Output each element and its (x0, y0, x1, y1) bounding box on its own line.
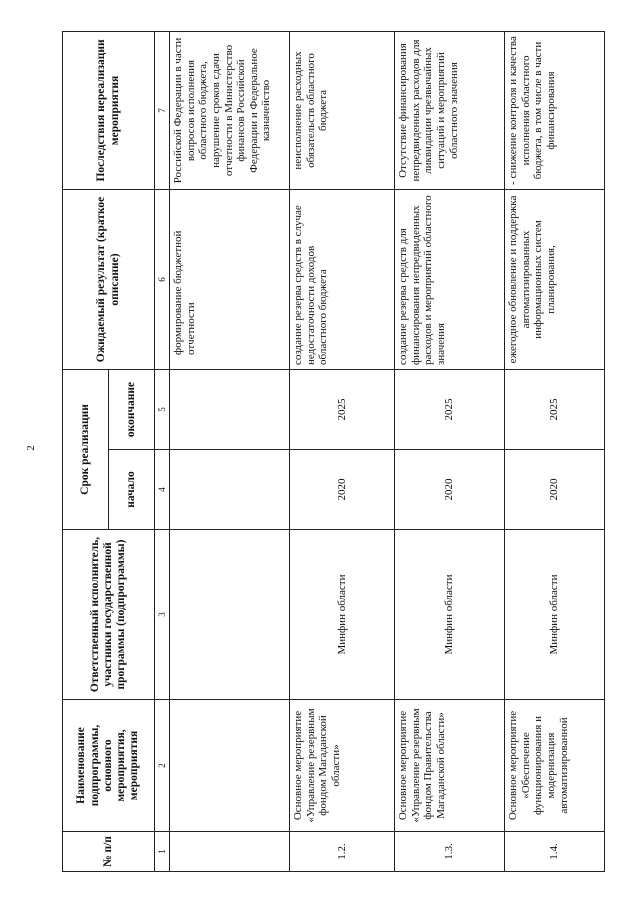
header-result: Ожидаемый результат (краткое описание) (63, 189, 155, 369)
column-number: 4 (155, 450, 170, 530)
row-result: создание резерва средств для финансирования непредвиденных расходов и мероприятий областного значения (395, 189, 505, 369)
page-number: 2 (24, 445, 37, 451)
header-consequences: Последствия нереализации мероприятия (63, 31, 155, 189)
row-name: Основное мероприятие «Управление резервным фондом Магаданской области» (290, 700, 395, 832)
row-no: 1.3. (395, 832, 505, 872)
table-row (170, 31, 290, 871)
row-no: 1.2. (290, 832, 395, 872)
row-end: 2025 (505, 369, 605, 449)
rotated-table-frame (62, 32, 622, 872)
column-number: 5 (155, 369, 170, 449)
table-row (395, 31, 505, 871)
measures-table (62, 31, 605, 872)
row-consequences: Отсутствие финансирования непредвиденных расходов для ликвидации чрезвычайных ситуаций и мероприятий областного значения (395, 31, 505, 189)
row-no (170, 832, 290, 872)
row-start: 2020 (395, 450, 505, 530)
row-end: 2025 (395, 369, 505, 449)
row-result: создание резерва средств в случае недостаточности доходов областного бюджета (290, 189, 395, 369)
row-responsible: Минфин области (290, 530, 395, 700)
table-row (505, 31, 605, 871)
header-period: Срок реализации (63, 369, 109, 529)
row-name: Основное мероприятие «Управление резервным фондом Правительства Магаданской области» (395, 700, 505, 832)
table-row (290, 31, 395, 871)
row-result: формирование бюджетной отчетности (170, 189, 290, 369)
row-start (170, 450, 290, 530)
row-responsible (170, 530, 290, 700)
row-responsible: Минфин области (395, 530, 505, 700)
column-number: 2 (155, 700, 170, 832)
column-number: 6 (155, 189, 170, 369)
row-start: 2020 (290, 450, 395, 530)
header-end: окончание (109, 369, 155, 449)
row-end: 2025 (290, 369, 395, 449)
row-name (170, 700, 290, 832)
row-consequences: неисполнение расходных обязательств областного бюджета (290, 31, 395, 189)
column-number: 7 (155, 31, 170, 189)
row-start: 2020 (505, 450, 605, 530)
column-number: 3 (155, 530, 170, 700)
row-responsible: Минфин области (505, 530, 605, 700)
column-number: 1 (155, 832, 170, 872)
row-end (170, 369, 290, 449)
header-no: № п/п (63, 832, 155, 872)
header-start: начало (109, 450, 155, 530)
header-name: Наименование подпрограммы, основного мероприятия, мероприятия (63, 700, 155, 832)
row-no: 1.4. (505, 832, 605, 872)
row-consequences: - снижение контроля и качества исполнения областного бюджета, в том числе в части финансирования (505, 31, 605, 189)
header-responsible: Ответственный исполнитель, участники государственной программы (подпрограммы) (63, 530, 155, 700)
column-numbers-row (155, 31, 170, 871)
row-result: ежегодное обновление и поддержка автоматизированных информационных систем планирования, (505, 189, 605, 369)
row-name: Основное мероприятие «Обеспечение функционирования и модернизация автоматизированной (505, 700, 605, 832)
row-consequences: Российской Федерации в части вопросов исполнения областного бюджета, нарушение сроков сдачи отчетности в Министерство финансов Российской Федерации и Федеральное казначейство (170, 31, 290, 189)
